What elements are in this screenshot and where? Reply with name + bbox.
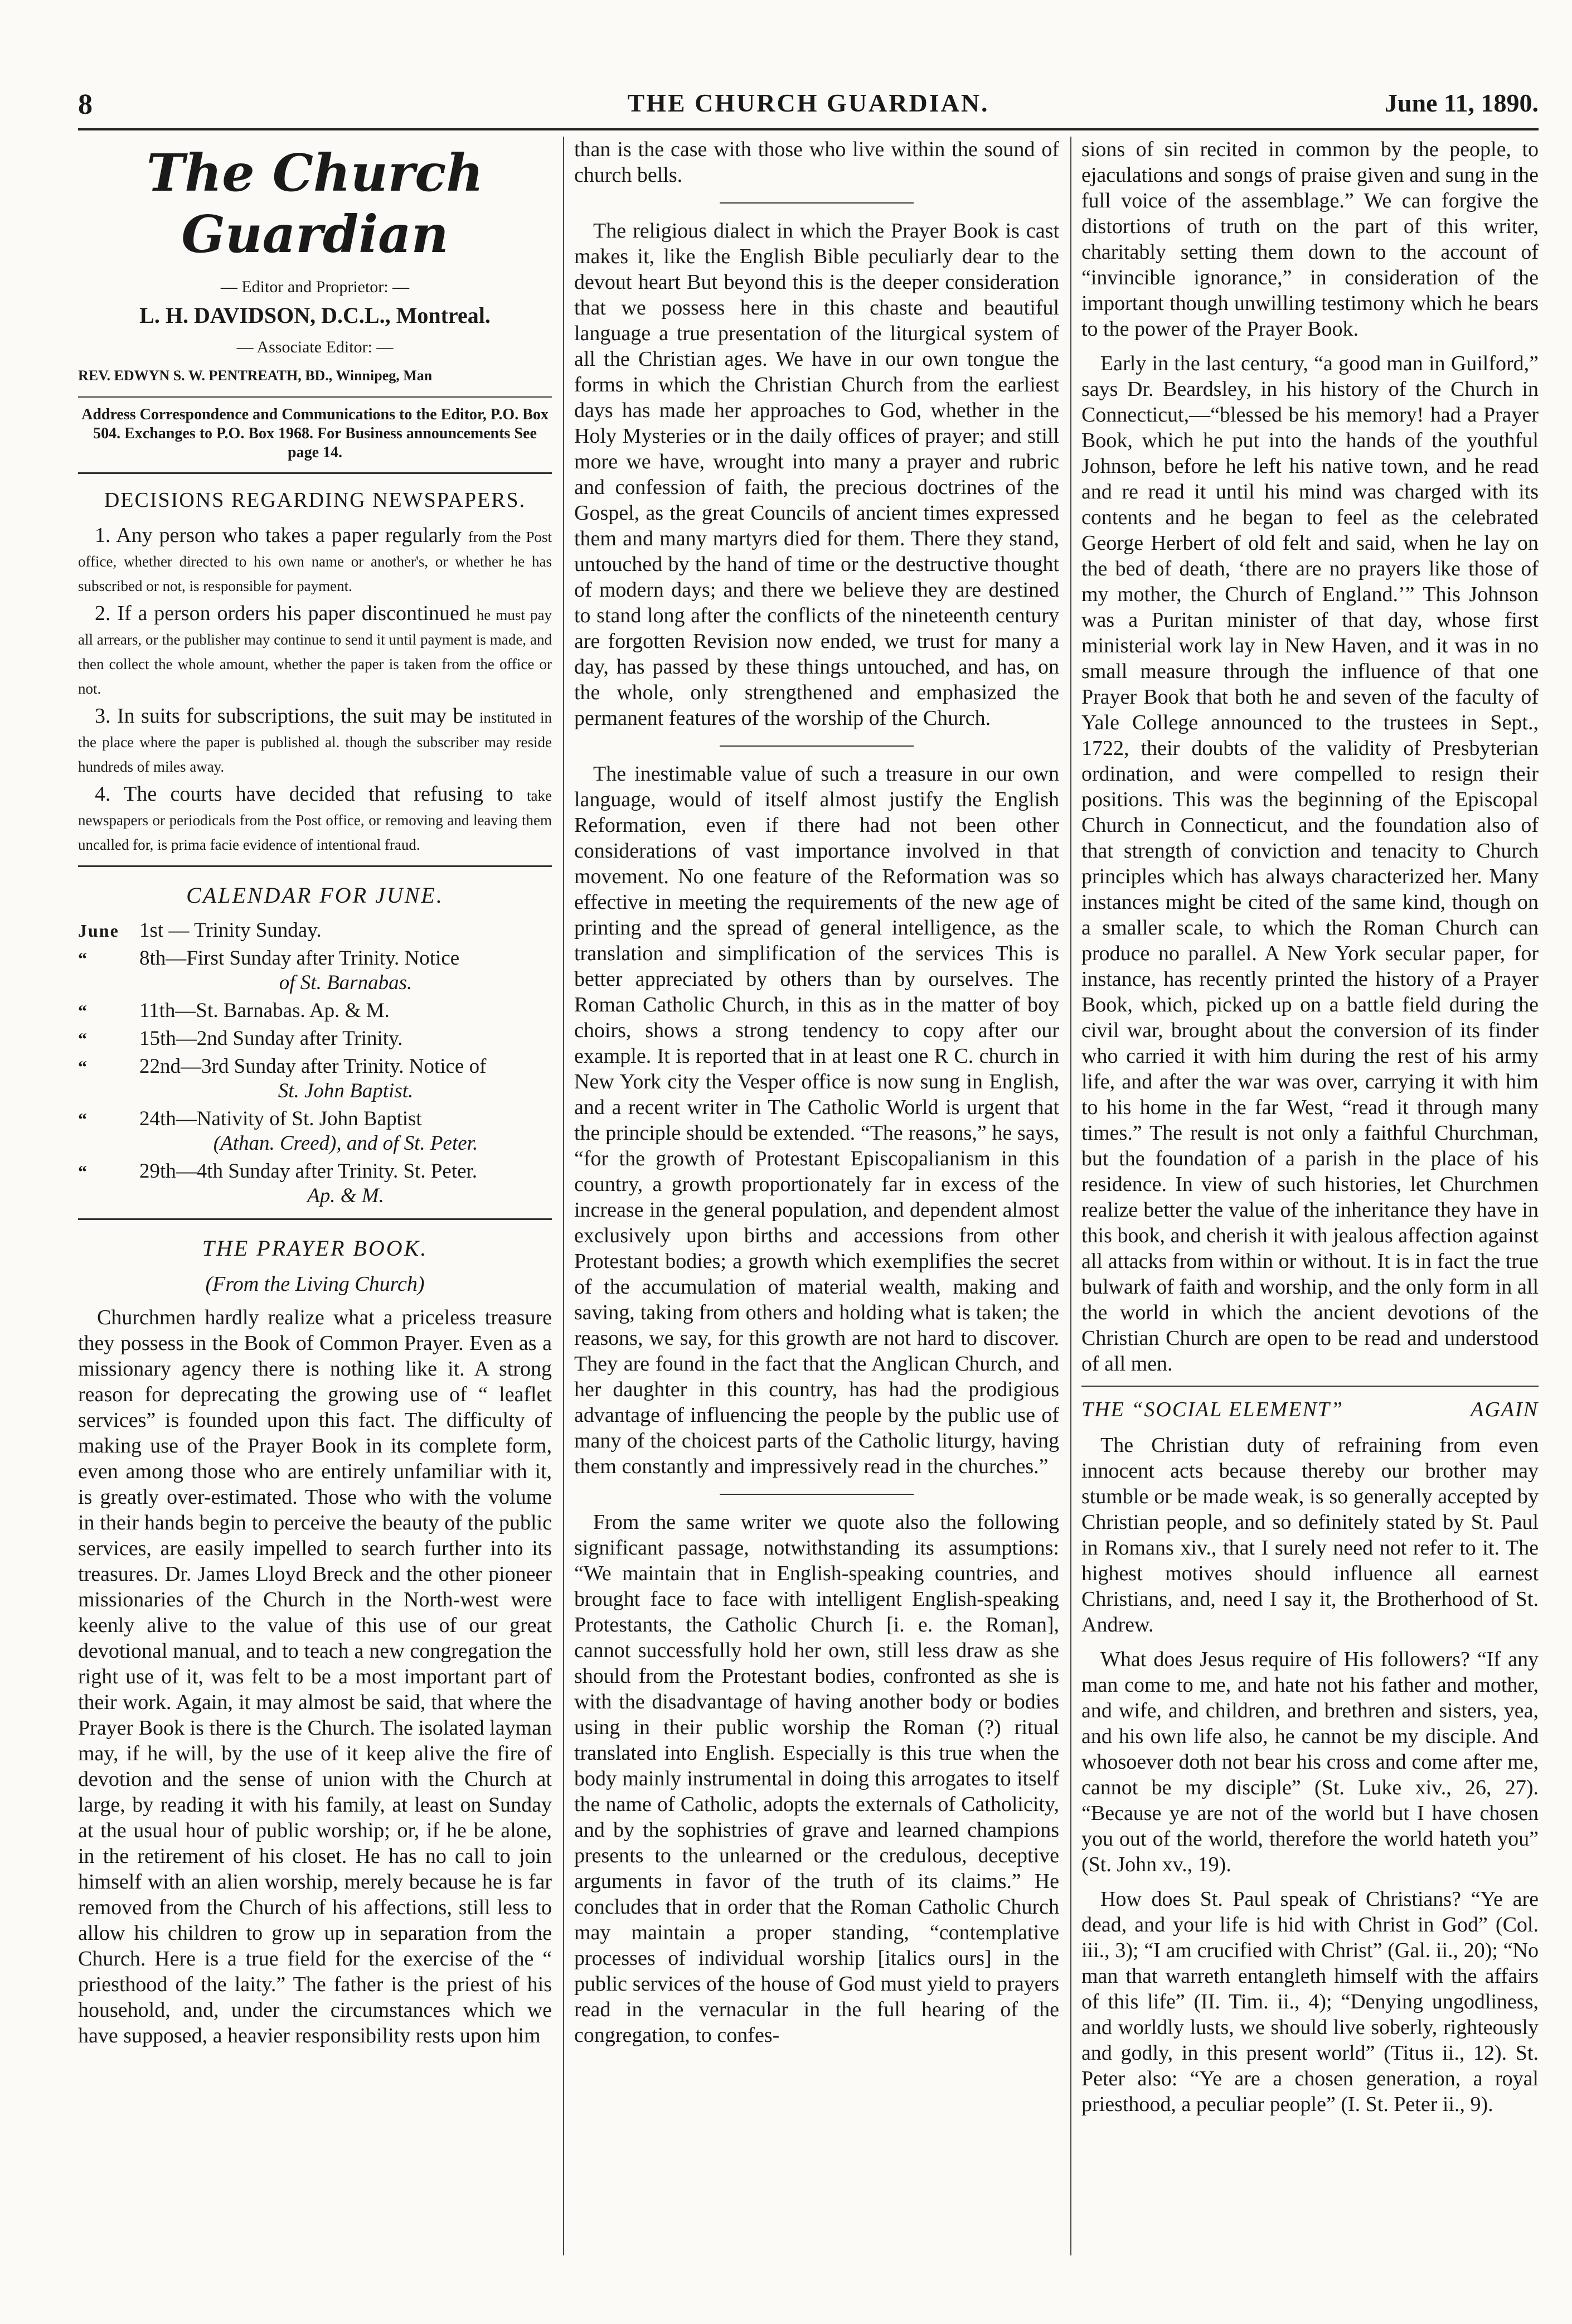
divider <box>1081 1386 1539 1387</box>
divider <box>78 865 552 867</box>
column-3 <box>1081 137 1539 2126</box>
prayer-book-source: (From the Living Church) <box>205 1272 425 1296</box>
issue-date: June 11, 1890. <box>1384 89 1539 117</box>
column-2 <box>574 137 1059 2057</box>
editor-name: L. H. DAVIDSON, D.C.L., Montreal. <box>139 303 491 328</box>
article-paragraph: How does St. Paul speak of Christians? “Ye are dead, and your life is hid with Christ in God” (Col. iii., 3); “I am crucified with Christ” (Gal. ii., 20); “No man that warreth entangleth himself with the affairs of this life” (II. Tim. ii., 4); “Denying ungodliness, and worldly lusts, we should live soberly, righteously and godly, in this present world” (Titus ii., 12). St. Peter also: “Ye are a chosen generation, a royal priesthood, a peculiar people” (I. St. Peter ii., 9). <box>1081 1887 1539 2116</box>
divider <box>720 745 914 747</box>
article-paragraph: What does Jesus require of His followers? “If any man come to me, and hate not his father and mother, and wife, and children, and brethren and sisters, yea, and his own life also, he cannot be my disciple. And whosoever doth not bear his cross and come after me, cannot be my disciple” (St. Luke xiv., 26, 27). “Because ye are not of the world but I have chosen you out of the world, therefore the world hateth you” (St. John xv., 19). <box>1081 1648 1539 1876</box>
divider <box>78 1218 552 1220</box>
calendar-row: “ 11th—St. Barnabas. Ap. & M. <box>78 999 390 1022</box>
decision-item: 2. If a person orders his paper discontinued he must pay all arrears, or the publisher may continue to send it until payment is made, and then collect the whole amount, whether the paper is taken from the office or not. <box>78 602 552 697</box>
calendar-heading: CALENDAR FOR JUNE. <box>186 883 444 908</box>
divider <box>720 202 914 204</box>
article-paragraph: The inestimable value of such a treasure in our own language, would of itself almost justify the English Reformation, even if there had not been other considerations of vast importance involved in that movement. No one feature of the Reformation was so effective in meeting the requirements of the new age of printing and the spread of general intelligence, as the translation and simplification of the services This is better appreciated by others than by ourselves. The Roman Catholic Church, in this as in the matter of boy choirs, shows a strong tendency to copy after our example. It is reported that in at least one R C. church in New York city the Vesper office is now sung in English, and a recent writer in The Catholic World is urgent that the principle should be extended. “The reasons,” he says, “for the growth of Protestant Episcopalianism in this country, a growth proportionately far in excess of the increase in the general population, and dependent almost exclusively upon births and accessions from other Protestant bodies; a growth which exemplifies the secret of the accumulation of material wealth, making and saving, taking from others and holding what is taken; the reasons, we say, for this growth are not hard to discover. They are found in the fact that the Anglican Church, and her daughter in this country, has had the prodigious advantage of influencing the people by the public use of many of the choicest parts of the Catholic liturgy, having them constantly and impressively read in the churches.” <box>574 762 1059 1478</box>
assoc-editor: REV. EDWYN S. W. PENTREATH, BD., Winnipeg, Man <box>78 367 433 384</box>
decisions-heading: DECISIONS REGARDING NEWSPAPERS. <box>104 488 526 512</box>
divider <box>720 1494 914 1495</box>
paper-title: THE CHURCH GUARDIAN. <box>627 89 989 117</box>
page-number: 8 <box>78 89 93 120</box>
decision-item: 1. Any person who takes a paper regularly from the Post office, whether directed to his own name or another's, or whether he has subscribed or not, is responsible for payment. <box>78 524 552 594</box>
divider <box>78 472 552 474</box>
column-divider <box>1070 137 1071 2255</box>
article-paragraph: Churchmen hardly realize what a priceless treasure they possess in the Book of Common Prayer. Even as a missionary agency there is nothing like it. A strong reason for deprecating the growing use of “ leaflet services” is founded upon this fact. The difficulty of making use of the Prayer Book in its complete form, even among those who are entirely unfamiliar with it, is greatly over-estimated. Those who with the volume in their hands begin to perceive the beauty of the public services, are easily impelled to search further into its treasures. Dr. James Lloyd Breck and the other pioneer missionaries of the Church in the North-west were keenly alive to the value of this use of our great devotional manual, and to teach a new congregation the right use of it, was felt to be a most important part of their work. Again, it may almost be said, that where the Prayer Book is there is the Church. The isolated layman may, if he will, by the use of it keep alive the fire of devotion and the sense of union with the Church at large, by reading it with his family, at least on Sunday at the usual hour of public worship; or, if he be alone, in the retirement of his closet. He has no call to join himself with an alien worship, merely because he is far removed from the Church of his affections, still less to allow his children to grow up in separation from the Church. Here is a true field for the exercise of the “ priesthood of the laity.” The father is the priest of his household, and, under the circumstances which we have supposed, a heavier responsibility rests upon him <box>78 1306 552 2047</box>
social-element-heading: THE “SOCIAL ELEMENT” AGAIN <box>1081 1398 1539 1421</box>
divider <box>78 396 552 398</box>
masthead-title: The Church Guardian <box>146 143 484 264</box>
decision-item: 3. In suits for subscriptions, the suit may be instituted in the place where the paper is published al. though the subscriber may reside hundreds of miles away. <box>78 704 552 775</box>
article-paragraph: sions of sin recited in common by the people, to ejaculations and songs of praise given and sung in the full voice of the assemblage.” We can forgive the distortions of truth on the part of this writer, charitably setting them down to the account of “invincible ignorance,” in consideration of the important though unwilling testimony which he bears to the power of the Prayer Book. <box>1081 138 1539 341</box>
calendar-row: “ 8th—First Sunday after Trinity. Notice of St. Barnabas. <box>78 947 460 994</box>
prayer-book-heading: THE PRAYER BOOK. <box>202 1236 428 1261</box>
article-paragraph: The religious dialect in which the Prayer Book is cast makes it, like the English Bible peculiarly dear to the devout heart But beyond this is the deeper consideration that we possess here in this chaste and beautiful language a true presentation of the liturgical system of all the Christian ages. We have in our own tongue the forms in which the Christian Church from the earliest days has made her approaches to God, whether in the Holy Mysteries or in the daily offices of prayer; and still more we have, wrought into many a prayer and rubric and confession of faith, the precious doctrines of the Gospel, as the great Councils of ancient times expressed them and many martyrs died for them. There they stand, untouched by the hand of time or the destructive thought of modern days; and there we believe they are destined to stand long after the conflicts of the nineteenth century are forgotten Revision now ended, we trust for many a day, has passed by these things untouched, and has, on the whole, only strengthened and emphasized the permanent features of the worship of the Church. <box>574 219 1059 730</box>
article-paragraph: The Christian duty of refraining from even innocent acts because thereby our brother may stumble or be made weak, is so generally accepted by Christian people, and so definitely stated by St. Paul in Romans xiv., that I surely need not refer to it. The highest motives should influence all earnest Christians, and, need I say it, the Brotherhood of St. Andrew. <box>1081 1434 1539 1637</box>
article-paragraph: From the same writer we quote also the following significant passage, notwithstanding its assumptions: “We maintain that in English-speaking countries, and brought face to face with intelligent English-speaking Protestants, the Catholic Church [i. e. the Roman], cannot successfully hold her own, still less draw as she should from the Protestant bodies, confronted as she is with the disadvantage of having another body or bodies using in their public worship the Roman (?) ritual translated into English. Especially is this true when the body mainly instrumental in doing this arrogates to itself the name of Catholic, adopts the externals of Catholicity, and by the sophistries of grave and learned champions presents to the unlearned or the credulous, deceptive arguments in favor of the truth of its claims.” He concludes that in order that the Roman Catholic Church may maintain a proper standing, “contemplative processes of individual worship [italics ours] in the public services of the house of God must yield to prayers read in the vernacular in the full hearing of the congregation, to confes- <box>574 1510 1059 2047</box>
decision-item: 4. The courts have decided that refusing to take newspapers or periodicals from the Post office, or removing and leaving them uncalled for, is prima facie evidence of intentional fraud. <box>78 782 552 853</box>
calendar-row: “ 15th—2nd Sunday after Trinity. <box>78 1027 403 1050</box>
article-paragraph: Early in the last century, “a good man in Guilford,” says Dr. Beardsley, in his history of the Church in Connecticut,—“blessed be his memory! had a Prayer Book, which he put into the hands of the youthful Johnson, before he left his native town, and he read and re read it until his mind was charged with its contents and he began to feel as the celebrated George Herbert of old felt and said, when he lay on the bed of death, ‘there are no prayers like those of my mother, the Church of England.’” This Johnson was a Puritan minister of that day, whose first ministerial work lay in New Haven, and it was in no small measure through the influence of that one Prayer Book that both he and seven of the faculty of Yale College announced to the trustees in Sept., 1722, their doubts of the validity of Presbyterian ordination, and were compelled to resign their positions. This was the beginning of the Episcopal Church in Connecticut, and the foundation also of that strength of conviction and tenacity to Church principles which has always characterized her. Many instances might be cited of the same kind, though on a smaller scale, to which the Roman Church can produce no parallel. A New York secular paper, for instance, has recently printed the history of a Prayer Book, which, picked up on a battle field during the civil war, brought about the conversion of its finder who carried it with him during the rest of his army life, and after the war was over, carrying it with him to his home in the far West, “read it through many times.” The result is not only a faithful Churchman, but the foundation of a parish in the place of his residence. In view of such histories, let Churchmen realize better the value of the inheritance they have in this book, and cherish it with jealous affection against all attacks from within or without. It is in fact the true bulwark of faith and worship, and the only form in all the world in which the ancient devotions of the Christian Church are open to be read and understood of all men. <box>1081 352 1539 1376</box>
calendar-row: “ 24th—Nativity of St. John Baptist (Athan. Creed), and of St. Peter. <box>78 1107 478 1155</box>
editor-label: — Editor and Proprietor: — <box>220 278 410 296</box>
calendar-row: “ 22nd—3rd Sunday after Trinity. Notice of St. John Baptist. <box>78 1055 487 1102</box>
assoc-label: — Associate Editor: — <box>236 338 394 356</box>
column-1 <box>78 137 552 2057</box>
article-paragraph: than is the case with those who live within the sound of church bells. <box>574 138 1059 187</box>
calendar-row: “ 29th—4th Sunday after Trinity. St. Peter. Ap. & M. <box>78 1160 478 1207</box>
calendar-row: June 1st — Trinity Sunday. <box>78 919 322 942</box>
header-rule <box>78 128 1539 130</box>
page-header <box>78 84 1539 123</box>
column-divider <box>563 137 564 2255</box>
address-notice: Address Correspondence and Communications to the Editor, P.O. Box 504. Exchanges to P.O. Box 1968. For Business announcements See page 14. <box>81 406 549 461</box>
